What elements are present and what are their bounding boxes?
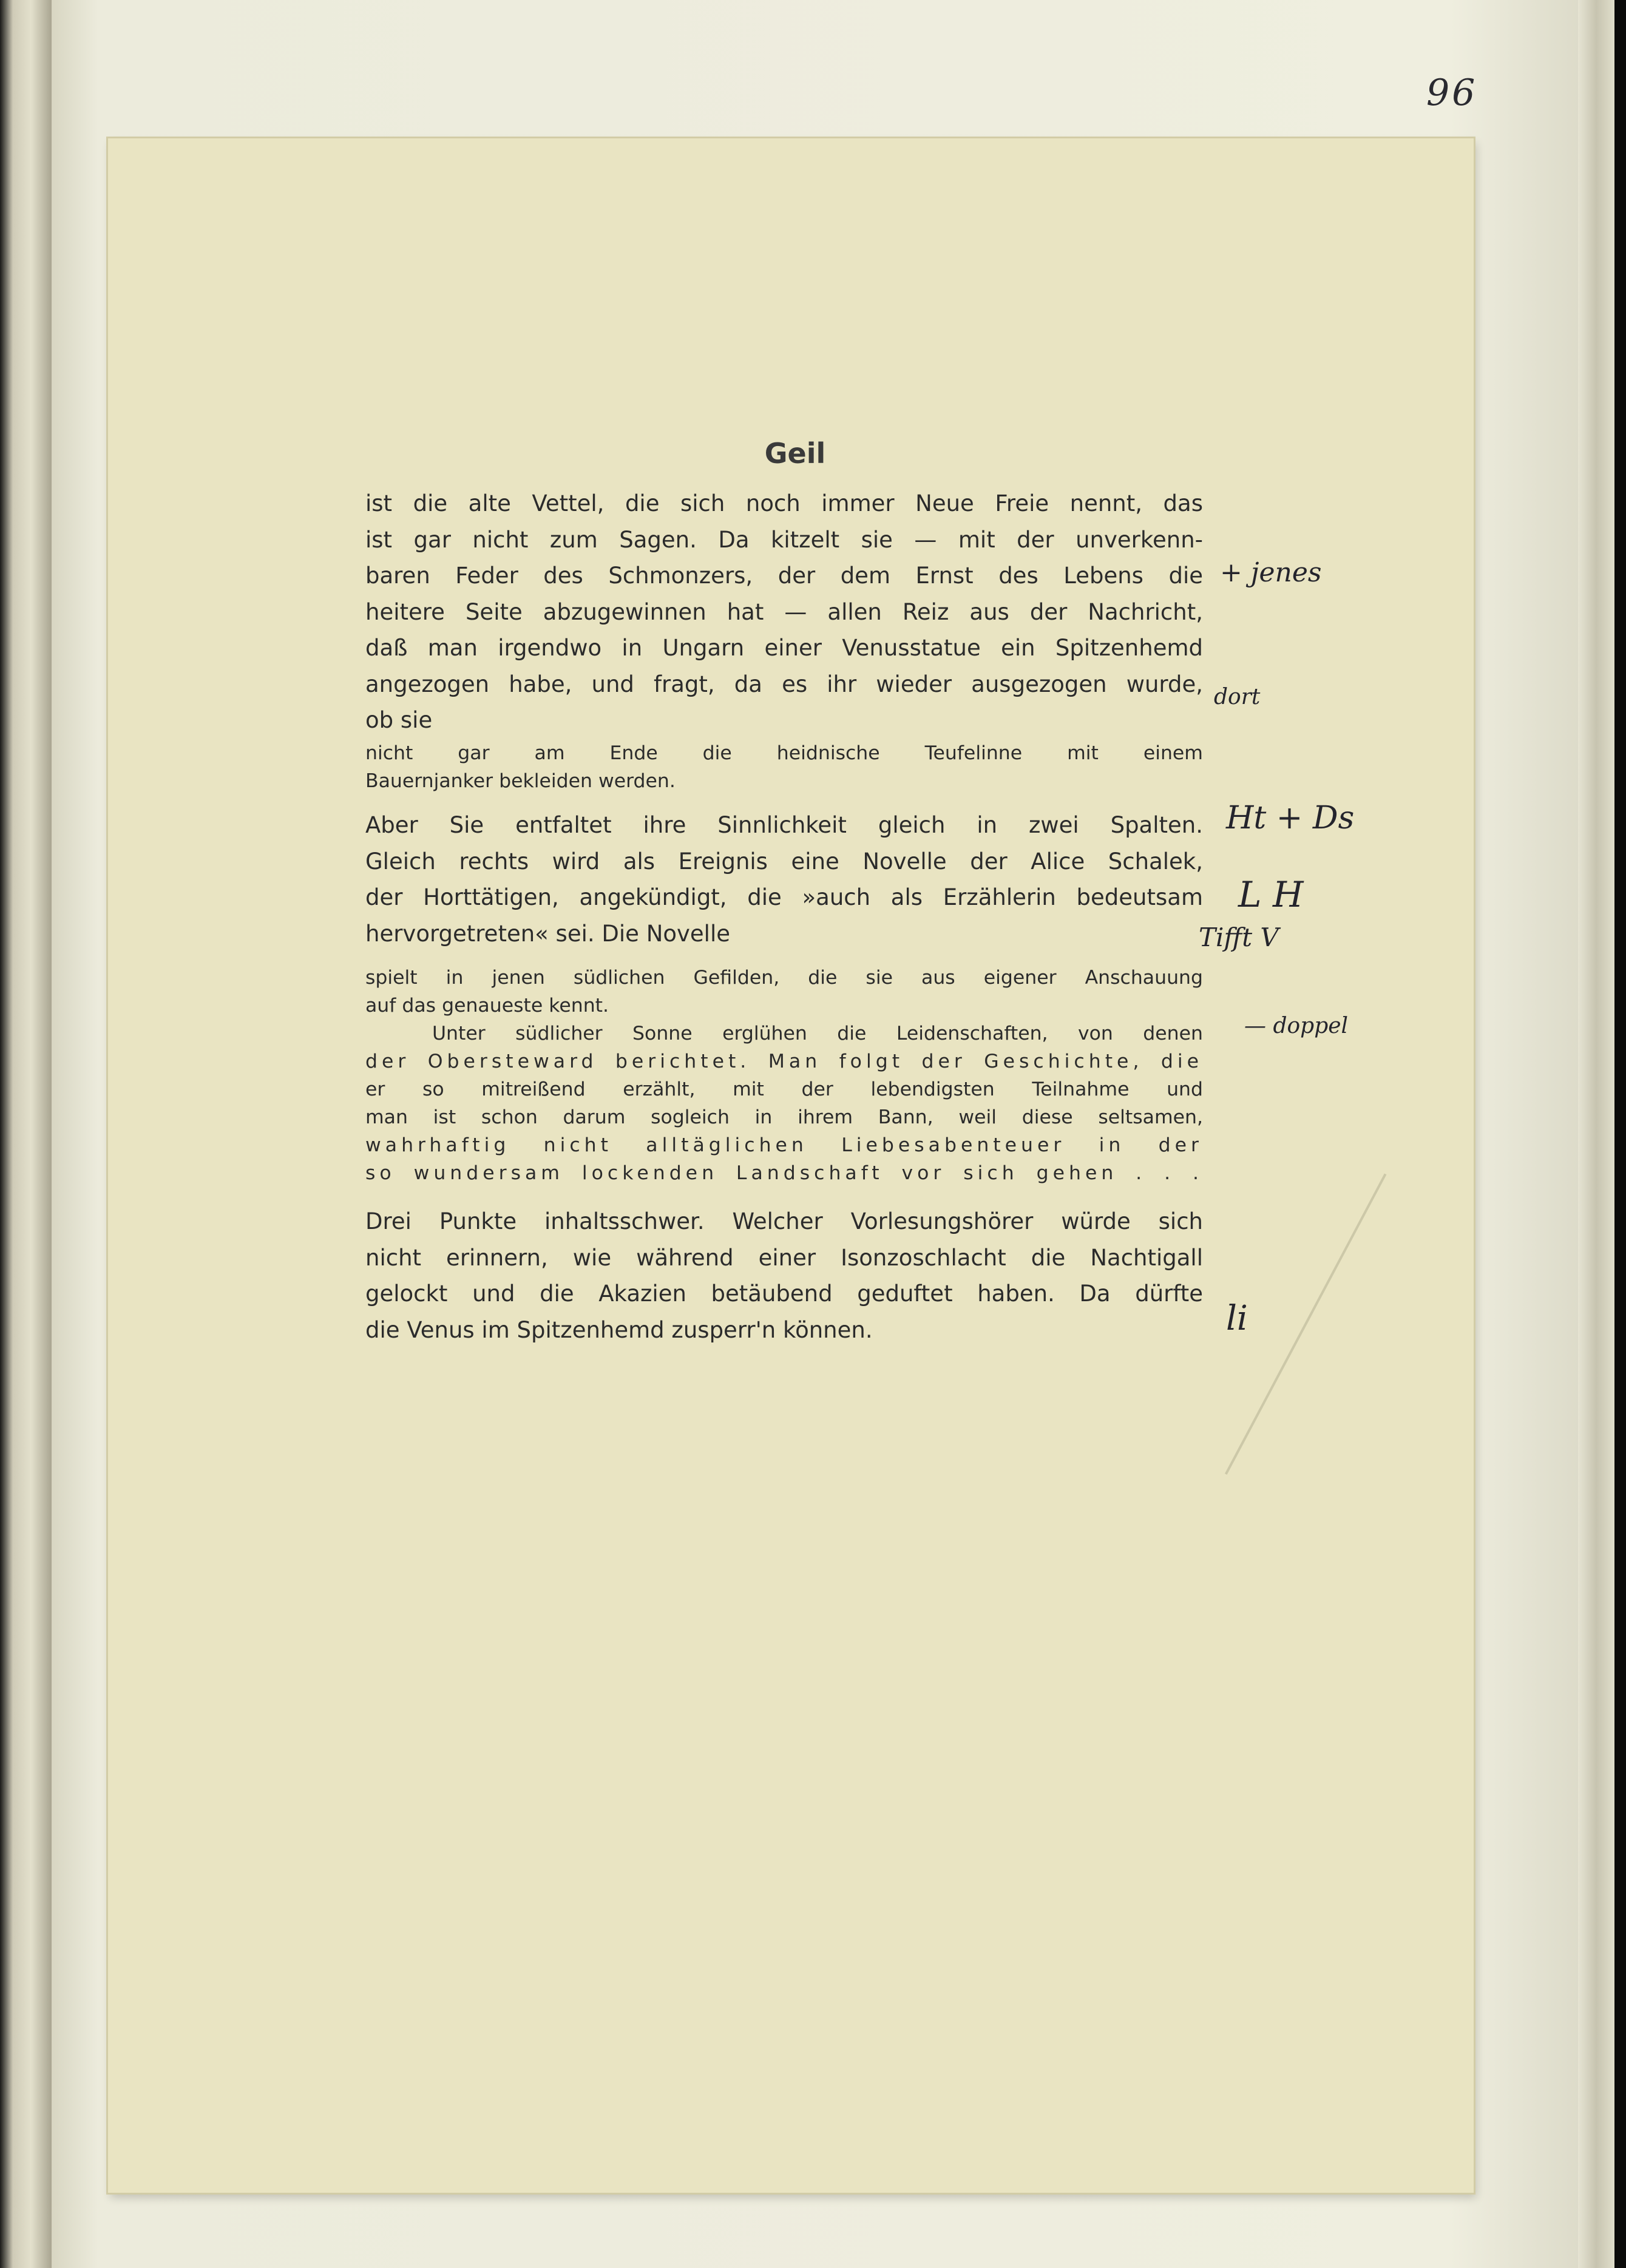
paper-crease	[1225, 1174, 1386, 1475]
margin-note: Ht + Ds	[1226, 800, 1355, 836]
text-line: gelockt und die Akazien betäubend geduftet haben. Da dürfte	[365, 1281, 1203, 1307]
text-line: Unter südlicher Sonne erglühen die Leidenschaften, von denen	[432, 1023, 1203, 1044]
text-line: angezogen habe, und fragt, da es ihr wieder ausgezogen wurde,	[365, 671, 1203, 697]
text-line: nicht erinnern, wie während einer Isonzoschlacht die Nachtigall	[365, 1244, 1203, 1271]
folio-number: 96	[1426, 72, 1478, 114]
margin-note: + jenes	[1220, 557, 1322, 588]
margin-note: dort	[1214, 685, 1261, 709]
margin-note: — doppel	[1244, 1014, 1349, 1038]
album-binding	[0, 0, 52, 2268]
text-line: nicht gar am Ende die heidnische Teufelinne mit einem	[365, 742, 1203, 764]
page-edge	[1578, 0, 1614, 2268]
text-line: Aber Sie entfaltet ihre Sinnlichkeit gleich in zwei Spalten.	[365, 812, 1203, 838]
text-line: er so mitreißend erzählt, mit der lebendigsten Teilnahme und	[365, 1078, 1203, 1100]
text-line: ist gar nicht zum Sagen. Da kitzelt sie — mit der unverkenn-	[365, 526, 1203, 553]
text-line: auf das genaueste kennt.	[365, 995, 609, 1017]
text-line: der Obersteward berichtet. Man folgt der Geschichte, die	[365, 1051, 1203, 1072]
paragraph-5	[365, 1203, 1203, 1348]
text-line: so wundersam lockenden Landschaft vor sich gehen . . .	[365, 1162, 1203, 1184]
text-line: der Horttätigen, angekündigt, die »auch als Erzählerin bedeutsam	[365, 884, 1203, 910]
paragraph-2	[365, 739, 1203, 795]
margin-note: li	[1226, 1299, 1248, 1338]
text-line: hervorgetreten« sei. Die Novelle	[365, 920, 730, 947]
text-line: ist die alte Vettel, die sich noch immer Neue Freie nennt, das	[365, 490, 1203, 516]
text-line: daß man irgendwo in Ungarn einer Venusstatue ein Spitzenhemd	[365, 635, 1203, 661]
margin-note: L H	[1238, 874, 1304, 915]
paragraph-3	[365, 807, 1203, 952]
paragraph-4	[365, 964, 1203, 1187]
text-line: Drei Punkte inhaltsschwer. Welcher Vorlesungshörer würde sich	[365, 1208, 1203, 1234]
paragraph-1	[365, 486, 1203, 739]
margin-note: Tifft V	[1199, 922, 1279, 952]
text-line: ob sie	[365, 707, 433, 733]
text-line: Bauernjanker bekleiden werden.	[365, 770, 676, 792]
text-line: man ist schon darum sogleich in ihrem Bann, weil diese seltsamen,	[365, 1106, 1203, 1128]
text-line: baren Feder des Schmonzers, der dem Ernst des Lebens die	[365, 563, 1203, 589]
text-line: heitere Seite abzugewinnen hat — allen Reiz aus der Nachricht,	[365, 598, 1203, 625]
text-line: die Venus im Spitzenhemd zusperr'n können.	[365, 1316, 873, 1343]
text-line: Gleich rechts wird als Ereignis eine Novelle der Alice Schalek,	[365, 848, 1203, 875]
text-line: wahrhaftig nicht alltäglichen Liebesabenteuer in der	[365, 1134, 1203, 1156]
article-title: Geil	[764, 437, 826, 470]
text-line: spielt in jenen südlichen Gefilden, die sie aus eigener Anschauung	[365, 967, 1203, 989]
